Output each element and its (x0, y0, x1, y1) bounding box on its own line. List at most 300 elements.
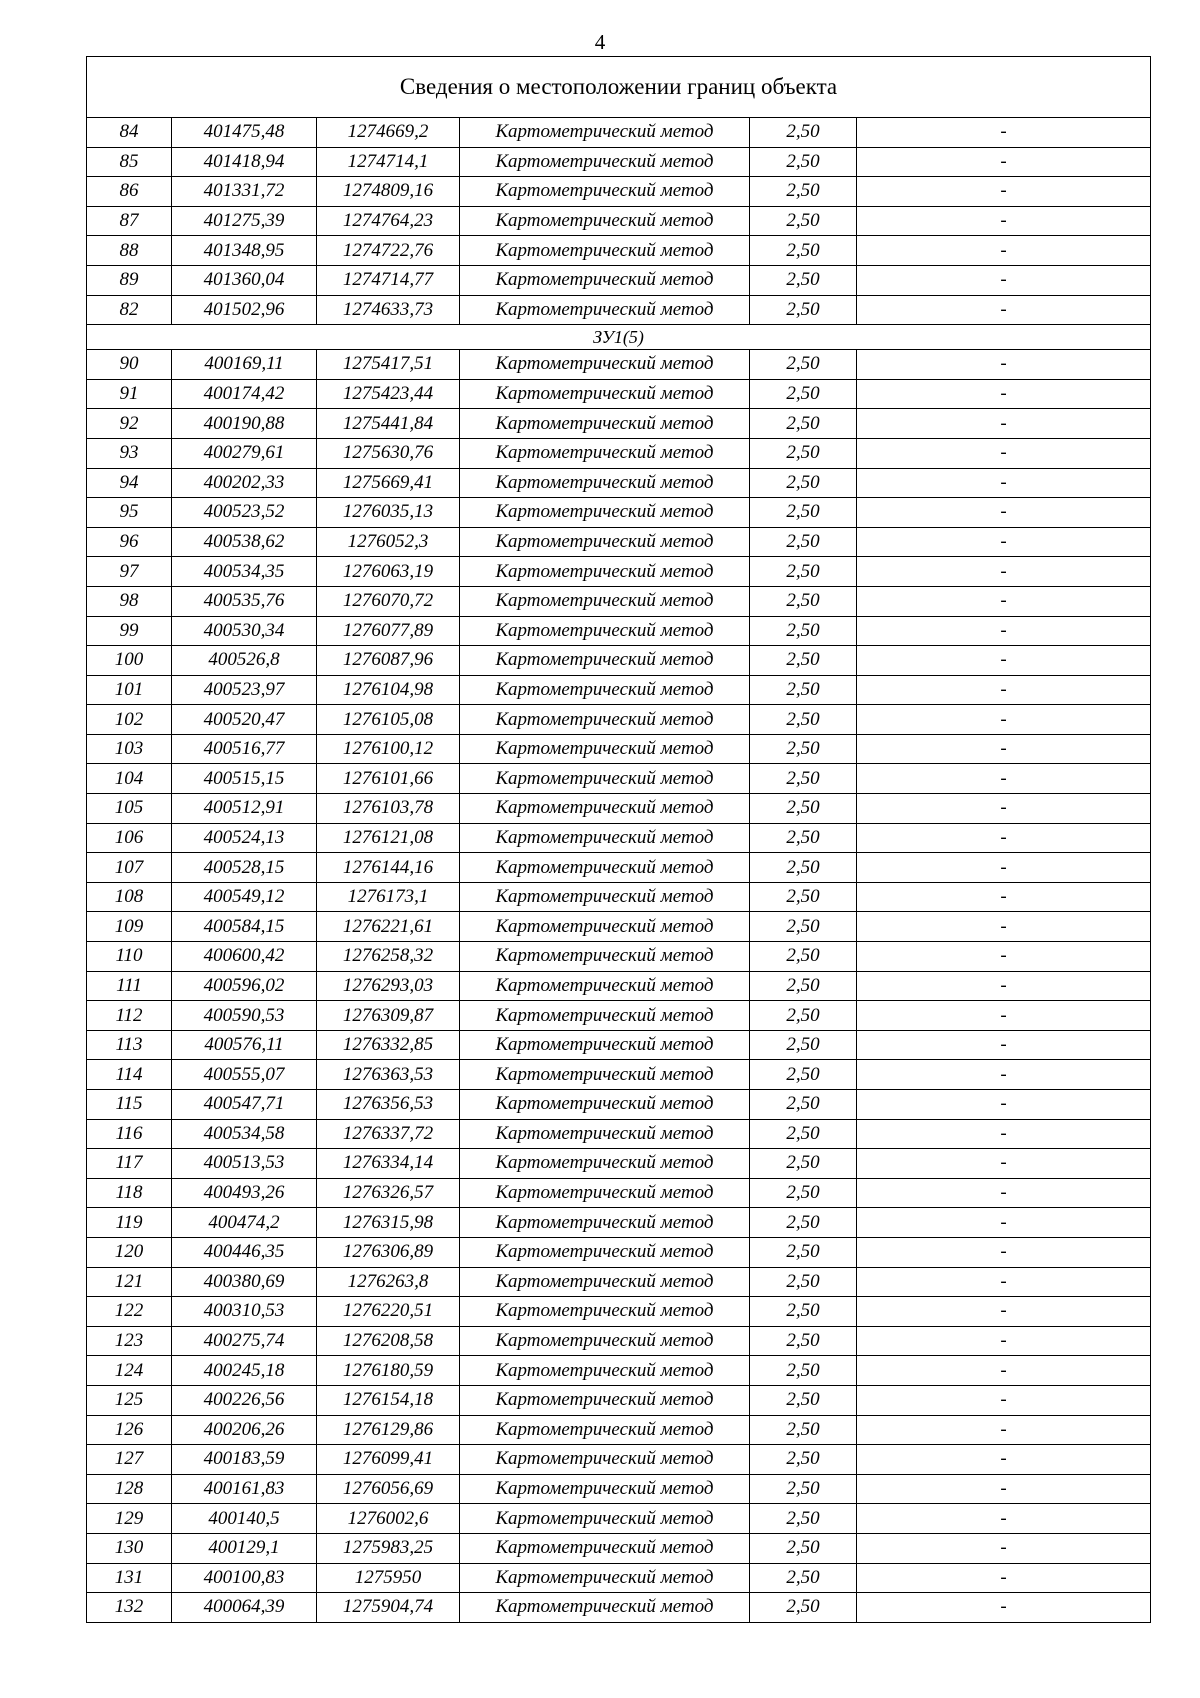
x-coordinate-cell: 400202,33 (172, 468, 317, 498)
description-cell: - (857, 971, 1151, 1001)
y-coordinate-cell: 1274714,77 (317, 265, 460, 295)
method-cell: Картометрический метод (460, 468, 750, 498)
point-number-cell: 105 (87, 794, 172, 824)
description-cell: - (857, 557, 1151, 587)
description-cell: - (857, 1593, 1151, 1623)
description-cell: - (857, 236, 1151, 266)
point-number-cell: 107 (87, 853, 172, 883)
accuracy-cell: 2,50 (750, 295, 857, 325)
method-cell: Картометрический метод (460, 1385, 750, 1415)
x-coordinate-cell: 400513,53 (172, 1149, 317, 1179)
point-number-cell: 116 (87, 1119, 172, 1149)
point-number-cell: 132 (87, 1593, 172, 1623)
accuracy-cell: 2,50 (750, 1297, 857, 1327)
y-coordinate-cell: 1276263,8 (317, 1267, 460, 1297)
y-coordinate-cell: 1276121,08 (317, 823, 460, 853)
table-row (87, 1474, 1151, 1504)
point-number-cell: 94 (87, 468, 172, 498)
x-coordinate-cell: 400169,11 (172, 350, 317, 380)
table-row (87, 1030, 1151, 1060)
y-coordinate-cell: 1276306,89 (317, 1237, 460, 1267)
method-cell: Картометрический метод (460, 1356, 750, 1386)
y-coordinate-cell: 1276052,3 (317, 527, 460, 557)
method-cell: Картометрический метод (460, 912, 750, 942)
point-number-cell: 125 (87, 1385, 172, 1415)
table-row (87, 675, 1151, 705)
x-coordinate-cell: 401418,94 (172, 147, 317, 177)
x-coordinate-cell: 400523,52 (172, 498, 317, 528)
accuracy-cell: 2,50 (750, 823, 857, 853)
point-number-cell: 113 (87, 1030, 172, 1060)
description-cell: - (857, 1208, 1151, 1238)
method-cell: Картометрический метод (460, 1504, 750, 1534)
y-coordinate-cell: 1276258,32 (317, 942, 460, 972)
description-cell: - (857, 1119, 1151, 1149)
point-number-cell: 117 (87, 1149, 172, 1179)
table-row (87, 527, 1151, 557)
y-coordinate-cell: 1275950 (317, 1563, 460, 1593)
y-coordinate-cell: 1276129,86 (317, 1415, 460, 1445)
table-row (87, 1326, 1151, 1356)
x-coordinate-cell: 400547,71 (172, 1090, 317, 1120)
x-coordinate-cell: 400226,56 (172, 1385, 317, 1415)
table-row (87, 1385, 1151, 1415)
method-cell: Картометрический метод (460, 1415, 750, 1445)
point-number-cell: 121 (87, 1267, 172, 1297)
y-coordinate-cell: 1276002,6 (317, 1504, 460, 1534)
method-cell: Картометрический метод (460, 646, 750, 676)
y-coordinate-cell: 1276087,96 (317, 646, 460, 676)
method-cell: Картометрический метод (460, 705, 750, 735)
accuracy-cell: 2,50 (750, 1504, 857, 1534)
point-number-cell: 82 (87, 295, 172, 325)
point-number-cell: 109 (87, 912, 172, 942)
x-coordinate-cell: 400279,61 (172, 438, 317, 468)
y-coordinate-cell: 1276334,14 (317, 1149, 460, 1179)
accuracy-cell: 2,50 (750, 1119, 857, 1149)
x-coordinate-cell: 401275,39 (172, 206, 317, 236)
accuracy-cell: 2,50 (750, 794, 857, 824)
point-number-cell: 127 (87, 1445, 172, 1475)
table-row (87, 1356, 1151, 1386)
accuracy-cell: 2,50 (750, 1060, 857, 1090)
x-coordinate-cell: 400576,11 (172, 1030, 317, 1060)
accuracy-cell: 2,50 (750, 527, 857, 557)
method-cell: Картометрический метод (460, 557, 750, 587)
point-number-cell: 115 (87, 1090, 172, 1120)
y-coordinate-cell: 1276035,13 (317, 498, 460, 528)
point-number-cell: 89 (87, 265, 172, 295)
point-number-cell: 119 (87, 1208, 172, 1238)
method-cell: Картометрический метод (460, 1237, 750, 1267)
table-row (87, 206, 1151, 236)
y-coordinate-cell: 1276070,72 (317, 586, 460, 616)
method-cell: Картометрический метод (460, 853, 750, 883)
y-coordinate-cell: 1276220,51 (317, 1297, 460, 1327)
x-coordinate-cell: 400183,59 (172, 1445, 317, 1475)
description-cell: - (857, 1533, 1151, 1563)
x-coordinate-cell: 400161,83 (172, 1474, 317, 1504)
y-coordinate-cell: 1276099,41 (317, 1445, 460, 1475)
accuracy-cell: 2,50 (750, 1356, 857, 1386)
y-coordinate-cell: 1274669,2 (317, 118, 460, 148)
accuracy-cell: 2,50 (750, 705, 857, 735)
table-row (87, 823, 1151, 853)
method-cell: Картометрический метод (460, 882, 750, 912)
method-cell: Картометрический метод (460, 1208, 750, 1238)
point-number-cell: 126 (87, 1415, 172, 1445)
method-cell: Картометрический метод (460, 1090, 750, 1120)
description-cell: - (857, 675, 1151, 705)
method-cell: Картометрический метод (460, 1563, 750, 1593)
table-row (87, 265, 1151, 295)
page-number: 4 (594, 30, 606, 54)
description-cell: - (857, 912, 1151, 942)
table-row (87, 1504, 1151, 1534)
x-coordinate-cell: 400534,58 (172, 1119, 317, 1149)
point-number-cell: 101 (87, 675, 172, 705)
table-row (87, 705, 1151, 735)
description-cell: - (857, 1090, 1151, 1120)
table-row (87, 1001, 1151, 1031)
section-label: ЗУ1(5) (87, 325, 1151, 350)
description-cell: - (857, 379, 1151, 409)
method-cell: Картометрический метод (460, 295, 750, 325)
table-row (87, 147, 1151, 177)
accuracy-cell: 2,50 (750, 882, 857, 912)
boundary-coordinates-table (86, 56, 1151, 1623)
description-cell: - (857, 409, 1151, 439)
table-row (87, 438, 1151, 468)
table-row (87, 616, 1151, 646)
point-number-cell: 104 (87, 764, 172, 794)
table-title-row (87, 57, 1151, 118)
accuracy-cell: 2,50 (750, 1208, 857, 1238)
point-number-cell: 90 (87, 350, 172, 380)
table-row (87, 498, 1151, 528)
x-coordinate-cell: 400493,26 (172, 1178, 317, 1208)
x-coordinate-cell: 400474,2 (172, 1208, 317, 1238)
accuracy-cell: 2,50 (750, 675, 857, 705)
method-cell: Картометрический метод (460, 616, 750, 646)
table-row (87, 586, 1151, 616)
x-coordinate-cell: 401348,95 (172, 236, 317, 266)
method-cell: Картометрический метод (460, 1030, 750, 1060)
accuracy-cell: 2,50 (750, 177, 857, 207)
x-coordinate-cell: 400526,8 (172, 646, 317, 676)
point-number-cell: 130 (87, 1533, 172, 1563)
y-coordinate-cell: 1276221,61 (317, 912, 460, 942)
table-row (87, 236, 1151, 266)
point-number-cell: 95 (87, 498, 172, 528)
method-cell: Картометрический метод (460, 1474, 750, 1504)
x-coordinate-cell: 400584,15 (172, 912, 317, 942)
table-title: Сведения о местоположении границ объекта (87, 57, 1151, 118)
table-row (87, 379, 1151, 409)
accuracy-cell: 2,50 (750, 1474, 857, 1504)
point-number-cell: 118 (87, 1178, 172, 1208)
method-cell: Картометрический метод (460, 734, 750, 764)
description-cell: - (857, 1563, 1151, 1593)
y-coordinate-cell: 1275669,41 (317, 468, 460, 498)
y-coordinate-cell: 1276180,59 (317, 1356, 460, 1386)
accuracy-cell: 2,50 (750, 350, 857, 380)
description-cell: - (857, 206, 1151, 236)
accuracy-cell: 2,50 (750, 586, 857, 616)
point-number-cell: 122 (87, 1297, 172, 1327)
accuracy-cell: 2,50 (750, 147, 857, 177)
description-cell: - (857, 147, 1151, 177)
point-number-cell: 99 (87, 616, 172, 646)
table-row (87, 1267, 1151, 1297)
y-coordinate-cell: 1276309,87 (317, 1001, 460, 1031)
table-row (87, 1237, 1151, 1267)
x-coordinate-cell: 401502,96 (172, 295, 317, 325)
description-cell: - (857, 1504, 1151, 1534)
description-cell: - (857, 794, 1151, 824)
description-cell: - (857, 438, 1151, 468)
y-coordinate-cell: 1276363,53 (317, 1060, 460, 1090)
table-row (87, 557, 1151, 587)
table-row (87, 971, 1151, 1001)
method-cell: Картометрический метод (460, 498, 750, 528)
accuracy-cell: 2,50 (750, 118, 857, 148)
point-number-cell: 102 (87, 705, 172, 735)
accuracy-cell: 2,50 (750, 1030, 857, 1060)
point-number-cell: 86 (87, 177, 172, 207)
accuracy-cell: 2,50 (750, 468, 857, 498)
table-row (87, 942, 1151, 972)
y-coordinate-cell: 1276103,78 (317, 794, 460, 824)
description-cell: - (857, 853, 1151, 883)
y-coordinate-cell: 1274809,16 (317, 177, 460, 207)
y-coordinate-cell: 1276101,66 (317, 764, 460, 794)
x-coordinate-cell: 400555,07 (172, 1060, 317, 1090)
description-cell: - (857, 616, 1151, 646)
y-coordinate-cell: 1276337,72 (317, 1119, 460, 1149)
method-cell: Картометрический метод (460, 1178, 750, 1208)
accuracy-cell: 2,50 (750, 646, 857, 676)
point-number-cell: 106 (87, 823, 172, 853)
x-coordinate-cell: 400524,13 (172, 823, 317, 853)
accuracy-cell: 2,50 (750, 942, 857, 972)
description-cell: - (857, 764, 1151, 794)
method-cell: Картометрический метод (460, 794, 750, 824)
method-cell: Картометрический метод (460, 1149, 750, 1179)
point-number-cell: 129 (87, 1504, 172, 1534)
x-coordinate-cell: 400129,1 (172, 1533, 317, 1563)
method-cell: Картометрический метод (460, 118, 750, 148)
description-cell: - (857, 1001, 1151, 1031)
x-coordinate-cell: 400590,53 (172, 1001, 317, 1031)
section-row (87, 325, 1151, 350)
accuracy-cell: 2,50 (750, 912, 857, 942)
point-number-cell: 123 (87, 1326, 172, 1356)
table-body (87, 57, 1151, 1623)
x-coordinate-cell: 401331,72 (172, 177, 317, 207)
description-cell: - (857, 1030, 1151, 1060)
table-row (87, 1415, 1151, 1445)
accuracy-cell: 2,50 (750, 1090, 857, 1120)
table-row (87, 1563, 1151, 1593)
method-cell: Картометрический метод (460, 147, 750, 177)
x-coordinate-cell: 400538,62 (172, 527, 317, 557)
table-row (87, 764, 1151, 794)
y-coordinate-cell: 1274714,1 (317, 147, 460, 177)
method-cell: Картометрический метод (460, 1297, 750, 1327)
y-coordinate-cell: 1274722,76 (317, 236, 460, 266)
point-number-cell: 108 (87, 882, 172, 912)
table-row (87, 177, 1151, 207)
table-row (87, 734, 1151, 764)
accuracy-cell: 2,50 (750, 971, 857, 1001)
x-coordinate-cell: 400600,42 (172, 942, 317, 972)
accuracy-cell: 2,50 (750, 1237, 857, 1267)
method-cell: Картометрический метод (460, 379, 750, 409)
table-row (87, 1297, 1151, 1327)
method-cell: Картометрический метод (460, 764, 750, 794)
y-coordinate-cell: 1276154,18 (317, 1385, 460, 1415)
point-number-cell: 97 (87, 557, 172, 587)
x-coordinate-cell: 400516,77 (172, 734, 317, 764)
point-number-cell: 131 (87, 1563, 172, 1593)
point-number-cell: 114 (87, 1060, 172, 1090)
method-cell: Картометрический метод (460, 1119, 750, 1149)
description-cell: - (857, 823, 1151, 853)
method-cell: Картометрический метод (460, 1593, 750, 1623)
x-coordinate-cell: 400380,69 (172, 1267, 317, 1297)
method-cell: Картометрический метод (460, 971, 750, 1001)
y-coordinate-cell: 1276063,19 (317, 557, 460, 587)
y-coordinate-cell: 1276315,98 (317, 1208, 460, 1238)
description-cell: - (857, 295, 1151, 325)
table-row (87, 1533, 1151, 1563)
point-number-cell: 120 (87, 1237, 172, 1267)
point-number-cell: 96 (87, 527, 172, 557)
description-cell: - (857, 468, 1151, 498)
accuracy-cell: 2,50 (750, 206, 857, 236)
accuracy-cell: 2,50 (750, 764, 857, 794)
x-coordinate-cell: 400523,97 (172, 675, 317, 705)
method-cell: Картометрический метод (460, 527, 750, 557)
method-cell: Картометрический метод (460, 1326, 750, 1356)
accuracy-cell: 2,50 (750, 1415, 857, 1445)
point-number-cell: 84 (87, 118, 172, 148)
y-coordinate-cell: 1275423,44 (317, 379, 460, 409)
method-cell: Картометрический метод (460, 1445, 750, 1475)
x-coordinate-cell: 400140,5 (172, 1504, 317, 1534)
x-coordinate-cell: 400515,15 (172, 764, 317, 794)
method-cell: Картометрический метод (460, 675, 750, 705)
table-row (87, 409, 1151, 439)
x-coordinate-cell: 401475,48 (172, 118, 317, 148)
description-cell: - (857, 942, 1151, 972)
table-row (87, 1445, 1151, 1475)
accuracy-cell: 2,50 (750, 1563, 857, 1593)
description-cell: - (857, 1385, 1151, 1415)
description-cell: - (857, 1297, 1151, 1327)
description-cell: - (857, 1415, 1151, 1445)
accuracy-cell: 2,50 (750, 1593, 857, 1623)
table-row (87, 646, 1151, 676)
x-coordinate-cell: 401360,04 (172, 265, 317, 295)
accuracy-cell: 2,50 (750, 379, 857, 409)
accuracy-cell: 2,50 (750, 1267, 857, 1297)
method-cell: Картометрический метод (460, 586, 750, 616)
description-cell: - (857, 1326, 1151, 1356)
accuracy-cell: 2,50 (750, 1001, 857, 1031)
table-row (87, 118, 1151, 148)
y-coordinate-cell: 1276332,85 (317, 1030, 460, 1060)
point-number-cell: 98 (87, 586, 172, 616)
x-coordinate-cell: 400530,34 (172, 616, 317, 646)
table-row (87, 1090, 1151, 1120)
description-cell: - (857, 265, 1151, 295)
y-coordinate-cell: 1274764,23 (317, 206, 460, 236)
description-cell: - (857, 882, 1151, 912)
method-cell: Картометрический метод (460, 265, 750, 295)
y-coordinate-cell: 1275983,25 (317, 1533, 460, 1563)
accuracy-cell: 2,50 (750, 1445, 857, 1475)
table-row (87, 882, 1151, 912)
accuracy-cell: 2,50 (750, 409, 857, 439)
x-coordinate-cell: 400520,47 (172, 705, 317, 735)
method-cell: Картометрический метод (460, 1267, 750, 1297)
table-row (87, 1119, 1151, 1149)
description-cell: - (857, 1178, 1151, 1208)
point-number-cell: 92 (87, 409, 172, 439)
y-coordinate-cell: 1276100,12 (317, 734, 460, 764)
method-cell: Картометрический метод (460, 177, 750, 207)
table-row (87, 468, 1151, 498)
x-coordinate-cell: 400245,18 (172, 1356, 317, 1386)
method-cell: Картометрический метод (460, 942, 750, 972)
point-number-cell: 87 (87, 206, 172, 236)
point-number-cell: 111 (87, 971, 172, 1001)
x-coordinate-cell: 400446,35 (172, 1237, 317, 1267)
x-coordinate-cell: 400275,74 (172, 1326, 317, 1356)
point-number-cell: 124 (87, 1356, 172, 1386)
description-cell: - (857, 1445, 1151, 1475)
accuracy-cell: 2,50 (750, 1326, 857, 1356)
accuracy-cell: 2,50 (750, 1149, 857, 1179)
table-row (87, 1060, 1151, 1090)
table-row (87, 1593, 1151, 1623)
description-cell: - (857, 705, 1151, 735)
x-coordinate-cell: 400535,76 (172, 586, 317, 616)
accuracy-cell: 2,50 (750, 438, 857, 468)
y-coordinate-cell: 1275417,51 (317, 350, 460, 380)
description-cell: - (857, 1267, 1151, 1297)
description-cell: - (857, 118, 1151, 148)
y-coordinate-cell: 1276105,08 (317, 705, 460, 735)
method-cell: Картометрический метод (460, 1533, 750, 1563)
y-coordinate-cell: 1276326,57 (317, 1178, 460, 1208)
y-coordinate-cell: 1276208,58 (317, 1326, 460, 1356)
y-coordinate-cell: 1276293,03 (317, 971, 460, 1001)
description-cell: - (857, 350, 1151, 380)
table-row (87, 912, 1151, 942)
y-coordinate-cell: 1275630,76 (317, 438, 460, 468)
accuracy-cell: 2,50 (750, 616, 857, 646)
table-row (87, 1178, 1151, 1208)
x-coordinate-cell: 400549,12 (172, 882, 317, 912)
description-cell: - (857, 1237, 1151, 1267)
description-cell: - (857, 646, 1151, 676)
point-number-cell: 93 (87, 438, 172, 468)
point-number-cell: 112 (87, 1001, 172, 1031)
method-cell: Картометрический метод (460, 236, 750, 266)
